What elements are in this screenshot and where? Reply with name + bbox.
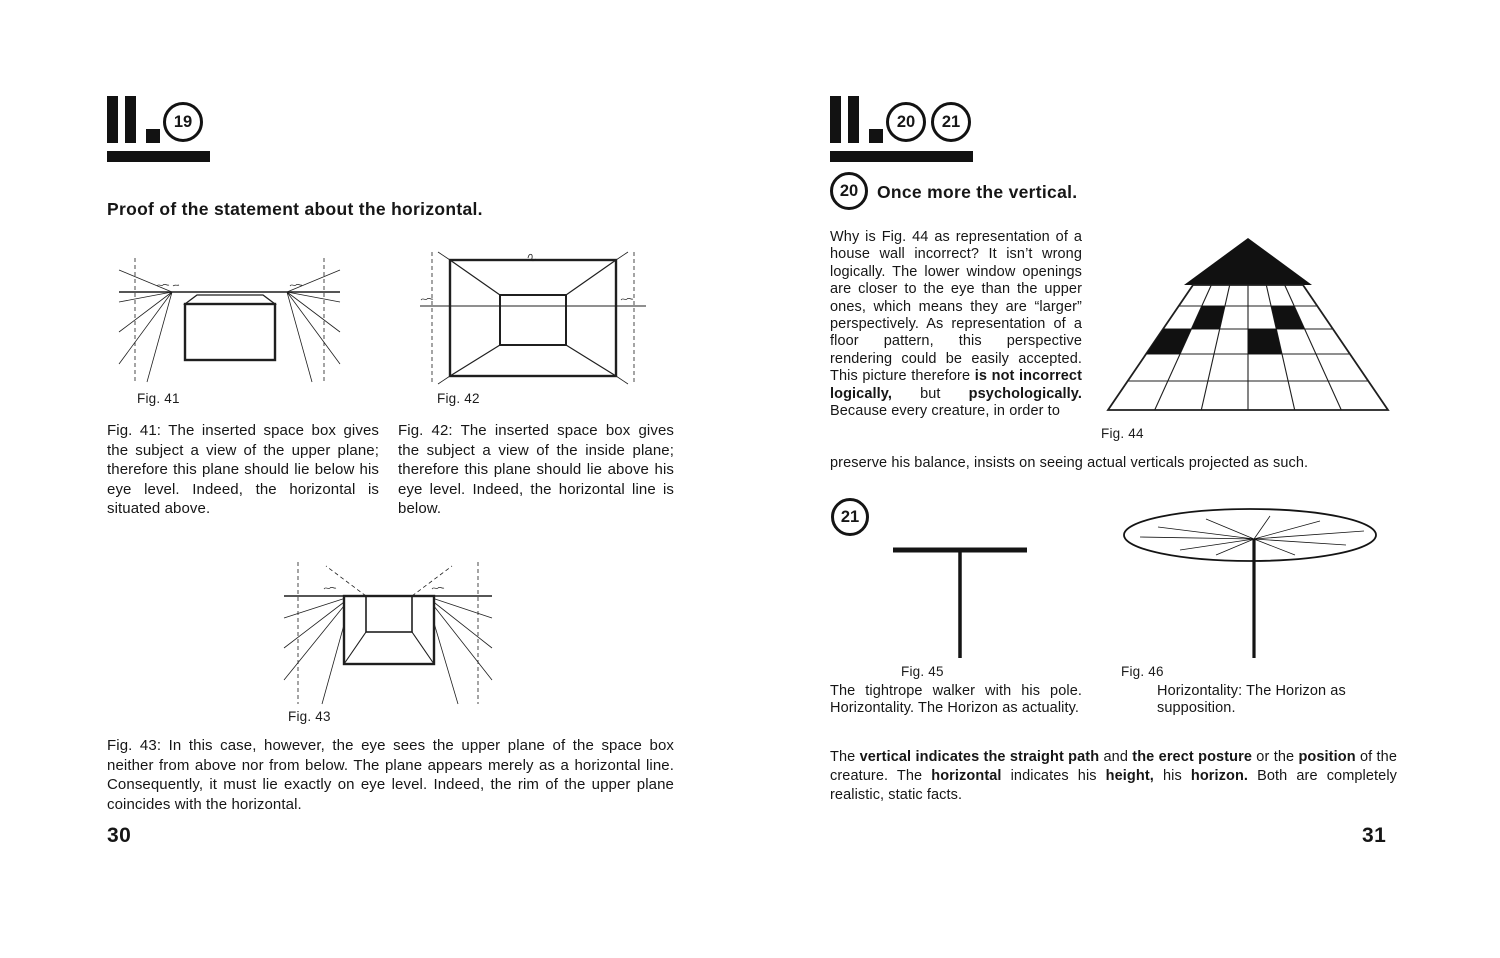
fig43-caption: Fig. 43 — [288, 709, 331, 724]
fig45-drawing — [885, 538, 1035, 663]
section20-number-label: 20 — [839, 181, 859, 200]
fig44-caption: Fig. 44 — [1101, 426, 1144, 441]
fig42-drawing — [418, 248, 648, 388]
section-badge-19 — [163, 102, 203, 142]
section-badge-21 — [931, 102, 971, 142]
section-badge-21-label: 21 — [941, 112, 961, 131]
fig45-caption: Fig. 45 — [901, 664, 944, 679]
fig41-drawing — [117, 252, 342, 387]
section-badge-20 — [886, 102, 926, 142]
mark-baseline-icon — [830, 151, 973, 162]
section20-body: Why is Fig. 44 as representation of a house wall incorrect? It isn’t wrong logically. The lower window openings are closer to the eye than the upper ones, which means they are “larger” perspectively. As representation of a floor pattern, this perspective rendering could be easily accepted. This picture therefore is not incorrect logically, but psychologically. Because every creature, in order to — [830, 229, 1083, 420]
mark-bar-icon — [107, 96, 118, 143]
fig44-drawing — [1098, 230, 1398, 420]
section21-number — [831, 498, 869, 536]
fig45-text: The tightrope walker with his pole. Horizontality. The Horizon as actuality. — [830, 683, 1082, 717]
fig46-text: Horizontality: The Horizon as supposition. — [1157, 683, 1346, 717]
page-number-right: 31 — [1362, 824, 1387, 847]
mark-bar-icon — [125, 96, 136, 143]
chapter-mark-right — [830, 96, 1050, 162]
fig43-paragraph: Fig. 43: In this case, however, the eye sees the upper plane of the space box neither from above nor from below. The plane appears merely as a horizontal line. Consequently, it must lie exactly on eye level. Indeed, the rim of the upper plane coincides with the horizontal. — [107, 737, 674, 813]
mark-baseline-icon — [107, 151, 210, 162]
mark-bar-icon — [830, 96, 841, 143]
section-badge-19-label: 19 — [173, 112, 193, 131]
right-page — [750, 0, 1500, 958]
chapter-mark-left — [107, 96, 317, 162]
section21-closing: The vertical indicates the straight path and the erect posture or the position of the creature. The horizontal indicates his height, his horizon. Both are completely realistic, static facts. — [830, 749, 1398, 803]
mark-bar-icon — [848, 96, 859, 143]
mark-dot-icon — [146, 129, 160, 143]
fig46-drawing — [1118, 503, 1383, 663]
fig41-caption: Fig. 41 — [137, 391, 180, 406]
fig42-caption: Fig. 42 — [437, 391, 480, 406]
section20-body-wide: preserve his balance, insists on seeing actual verticals projected as such. — [830, 455, 1309, 471]
section21-number-label: 21 — [840, 507, 860, 526]
section-badge-20-label: 20 — [896, 112, 916, 131]
left-page-heading: Proof of the statement about the horizontal. — [107, 199, 483, 219]
section20-heading: Once more the vertical. — [877, 182, 1078, 202]
fig42-paragraph: Fig. 42: The inserted space box gives the subject a view of the inside plane; therefore this plane should lie above his eye level. Indeed, the horizontal line is below. — [398, 422, 674, 517]
fig43-drawing — [282, 560, 494, 708]
fig41-paragraph: Fig. 41: The inserted space box gives the subject a view of the upper plane; therefore this plane should lie below his eye level. Indeed, the horizontal is situated above. — [107, 422, 379, 517]
page-number-left: 30 — [107, 824, 132, 847]
fig46-caption: Fig. 46 — [1121, 664, 1164, 679]
section20-number — [830, 172, 868, 210]
mark-dot-icon — [869, 129, 883, 143]
